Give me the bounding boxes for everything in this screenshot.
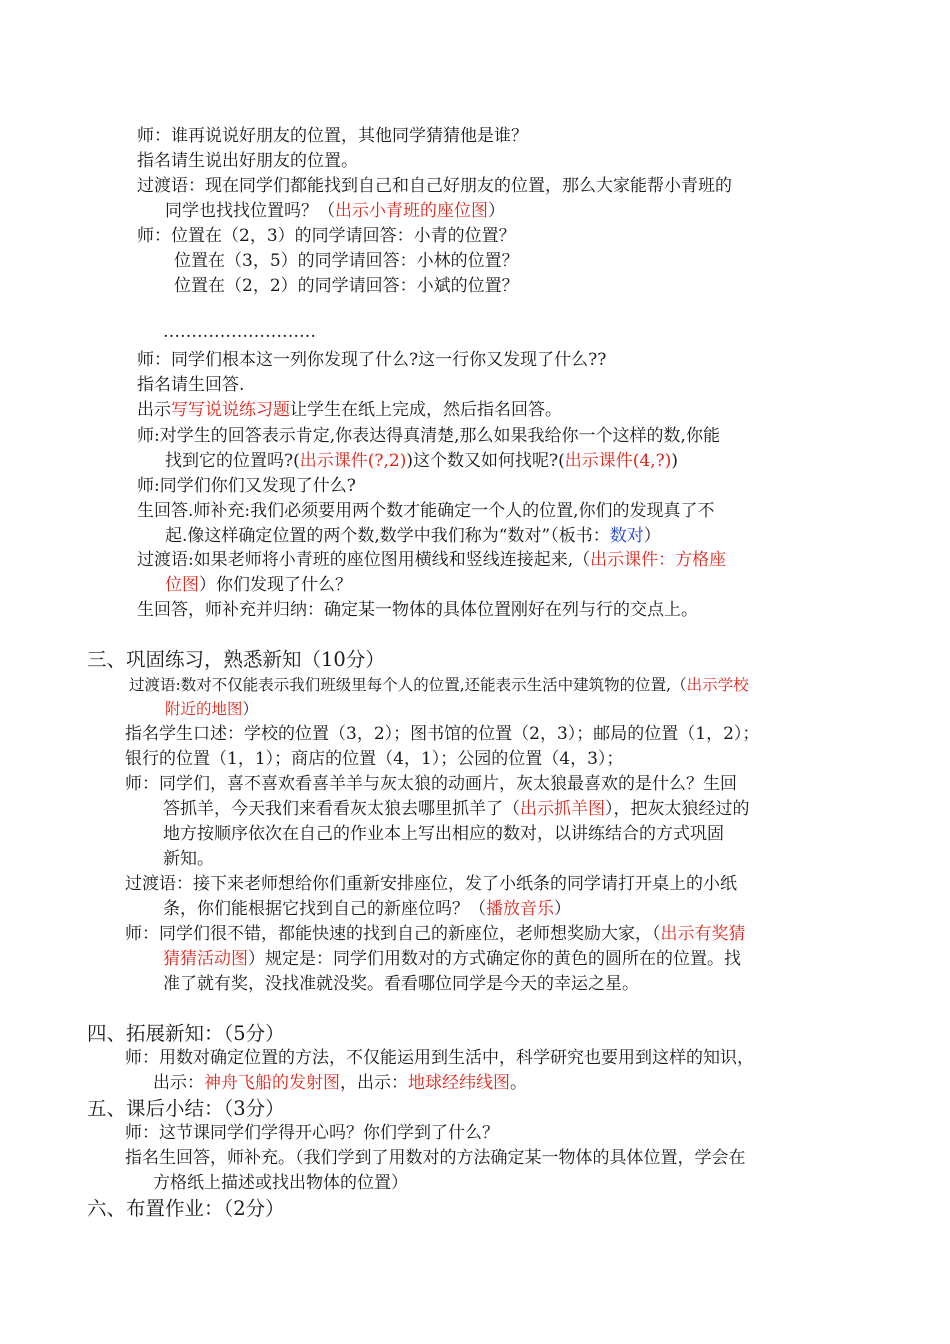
section-heading	[87, 1020, 807, 1048]
text-segment: 地方按顺序依次在自己的作业本上写出相应的数对，以讲练结合的方式巩固	[163, 824, 724, 844]
text-segment: 过渡语：接下来老师想给你们重新安排座位，发了小纸条的同学请打开桌上的小纸	[125, 874, 737, 894]
text-line	[125, 722, 807, 746]
text-line	[137, 398, 807, 422]
text-segment: 师：位置在（2，3）的同学请回答：小青的位置？	[137, 226, 516, 246]
highlight-blue-text: 数对	[609, 526, 644, 546]
text-line	[153, 1071, 807, 1095]
text-line	[137, 598, 807, 622]
text-line	[137, 149, 807, 173]
highlight-red-text: 出示课件：方格座	[590, 550, 727, 570]
text-segment: 师：这节课同学们学得开心吗？你们学到了什么？	[125, 1123, 499, 1143]
text-segment: 出示：	[153, 1073, 204, 1093]
text-line	[174, 274, 807, 298]
text-line	[163, 947, 807, 971]
text-segment: ）	[242, 700, 259, 718]
text-segment: )	[671, 451, 678, 471]
text-line	[125, 1121, 807, 1145]
text-segment: 三、巩固练习，熟悉新知（10分）	[87, 648, 385, 671]
text-segment: 位置在（2，2）的同学请回答：小斌的位置？	[174, 276, 519, 296]
text-line	[165, 573, 807, 597]
text-line	[129, 673, 807, 697]
text-segment: 新知。	[163, 849, 214, 869]
text-segment: 师：同学们很不错，都能快速的找到自己的新座位，老师想奖励大家，（	[125, 924, 661, 944]
text-segment: ，出示：	[340, 1073, 408, 1093]
text-line	[137, 424, 807, 448]
text-line	[125, 872, 807, 896]
text-line	[153, 1171, 807, 1195]
section-heading	[87, 1095, 807, 1123]
text-segment: ………………………	[163, 322, 316, 342]
text-line	[174, 249, 807, 273]
text-line	[137, 373, 807, 397]
text-segment: 出示	[137, 400, 171, 420]
text-segment: 找到它的位置吗?(	[165, 451, 300, 471]
text-line	[125, 1046, 807, 1070]
text-segment: ）	[643, 526, 661, 546]
highlight-red-text: 出示课件(4,?)	[564, 451, 672, 471]
highlight-red-text: 出示有奖猜	[660, 924, 746, 944]
text-segment: 让学生在纸上完成，然后指名回答。	[290, 400, 562, 420]
text-line	[163, 847, 807, 871]
text-segment: ）	[554, 899, 571, 919]
highlight-red-text: 写写说说练习题	[171, 400, 290, 420]
text-segment: 。	[510, 1073, 527, 1093]
text-line	[137, 174, 807, 198]
highlight-red-text: 出示抓羊图	[520, 799, 605, 819]
text-line	[137, 348, 807, 372]
text-segment: 师：谁再说说好朋友的位置，其他同学猜猜他是谁？	[137, 126, 528, 146]
text-segment: 指名学生口述：学校的位置（3，2）；图书馆的位置（2，3）；邮局的位置（1，2）；	[125, 724, 760, 744]
text-segment: 条，你们能根据它找到自己的新座位吗？（	[163, 899, 486, 919]
text-segment: 过渡语:数对不仅能表示我们班级里每个人的位置,还能表示生活中建筑物的位置,（	[129, 676, 687, 694]
text-line	[125, 1146, 807, 1170]
text-line	[125, 772, 807, 796]
highlight-red-text: 地球经纬线图	[408, 1073, 510, 1093]
text-segment: 起.像这样确定位置的两个数,数学中我们称为“数对”（板书：	[165, 526, 610, 546]
text-segment: 师:对学生的回答表示肯定,你表达得真清楚,那么如果我给你一个这样的数,你能	[137, 426, 720, 446]
text-segment: 过渡语：现在同学们都能找到自己和自己好朋友的位置，那么大家能帮小青班的	[137, 176, 732, 196]
text-segment: 生回答，师补充并归纳：确定某一物体的具体位置刚好在列与行的交点上。	[137, 600, 698, 620]
text-segment: ）规定是：同学们用数对的方式确定你的黄色的圆所在的位置。找	[248, 949, 741, 969]
highlight-red-text: 附近的地图	[165, 700, 243, 718]
text-segment: 指名生回答，师补充。（我们学到了用数对的方法确定某一物体的具体位置，学会在	[125, 1148, 746, 1168]
section-heading	[87, 646, 807, 674]
highlight-red-text: 出示课件(?,2)	[299, 451, 407, 471]
text-segment: ）	[488, 201, 505, 221]
text-segment: 同学也找找位置吗？（	[165, 201, 335, 221]
text-line	[163, 822, 807, 846]
highlight-red-text: 神舟飞船的发射图	[204, 1073, 340, 1093]
text-segment: 师：用数对确定位置的方法，不仅能运用到生活中，科学研究也要用到这样的知识，	[125, 1048, 754, 1068]
text-line	[137, 499, 807, 523]
text-line	[137, 124, 807, 148]
text-segment: 师:同学们你们又发现了什么?	[137, 476, 356, 496]
text-line	[137, 474, 807, 498]
text-segment: 五、课后小结：（3分）	[87, 1097, 285, 1120]
text-line	[125, 747, 807, 771]
text-line	[165, 697, 807, 721]
highlight-red-text: 猜猜活动图	[163, 949, 248, 969]
text-line	[165, 449, 807, 473]
text-segment: 指名请生回答.	[137, 375, 245, 395]
text-segment: 指名请生说出好朋友的位置。	[137, 151, 358, 171]
text-segment: 银行的位置（1，1）；商店的位置（4，1）；公园的位置（4，3）；	[125, 749, 624, 769]
highlight-red-text: 出示学校	[686, 676, 749, 694]
text-segment: 师：同学们，喜不喜欢看喜羊羊与灰太狼的动画片，灰太狼最喜欢的是什么？生回	[125, 774, 737, 794]
text-line	[165, 524, 807, 548]
text-segment: 答抓羊，今天我们来看看灰太狼去哪里抓羊了（	[163, 799, 520, 819]
text-line	[163, 797, 807, 821]
ellipsis-line	[163, 320, 807, 344]
highlight-red-text: 位图	[165, 575, 199, 595]
text-line	[165, 199, 807, 223]
text-segment: 位置在（3，5）的同学请回答：小林的位置？	[174, 251, 519, 271]
text-segment: 师：同学们根本这一列你发现了什么?这一行你又发现了什么??	[137, 350, 607, 370]
text-line	[137, 224, 807, 248]
text-segment: 准了就有奖，没找准就没奖。看看哪位同学是今天的幸运之星。	[163, 974, 639, 994]
highlight-red-text: 出示小青班的座位图	[335, 201, 488, 221]
highlight-red-text: 播放音乐	[486, 899, 554, 919]
text-line	[137, 548, 807, 572]
text-segment: 过渡语:如果老师将小青班的座位图用横线和竖线连接起来,（	[137, 550, 591, 570]
text-segment: ），把灰太狼经过的	[605, 799, 750, 819]
text-segment: 方格纸上描述或找出物体的位置）	[153, 1173, 408, 1193]
text-segment: 四、拓展新知：（5分）	[87, 1022, 285, 1045]
text-segment: 生回答.师补充:我们必须要用两个数才能确定一个人的位置,你们的发现真了不	[137, 501, 715, 521]
text-line	[163, 897, 807, 921]
text-segment: 六、布置作业：（2分）	[87, 1197, 285, 1220]
text-line	[125, 922, 807, 946]
text-segment: )这个数又如何找呢?(	[406, 451, 565, 471]
text-line	[163, 972, 807, 996]
text-segment: ）你们发现了什么？	[199, 575, 352, 595]
section-heading	[87, 1195, 807, 1223]
